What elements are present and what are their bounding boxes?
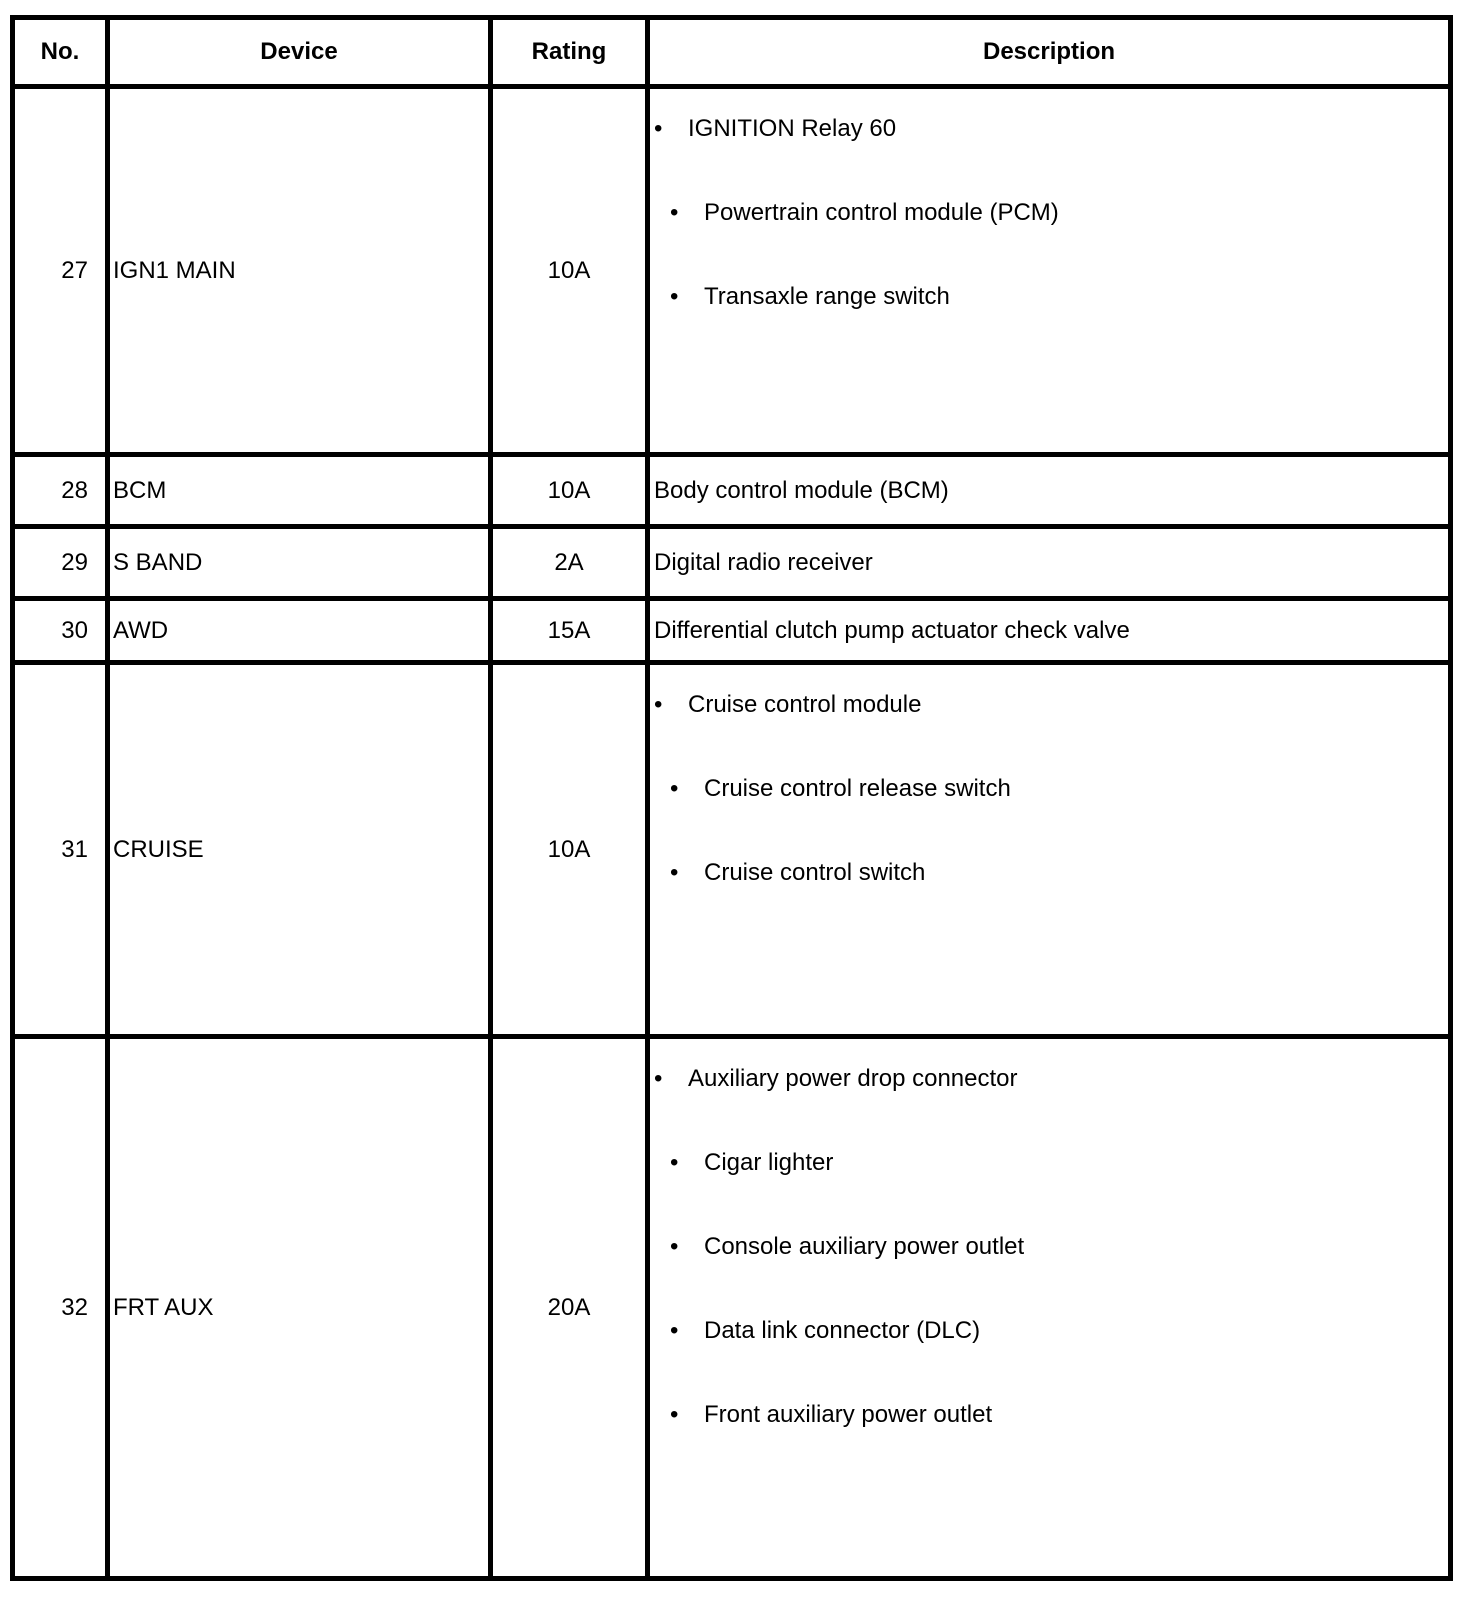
description-text: Data link connector (DLC) xyxy=(704,1317,981,1344)
description-text: Front auxiliary power outlet xyxy=(704,1401,993,1428)
description-bullet xyxy=(650,773,1448,857)
description-text: Cigar lighter xyxy=(704,1149,834,1176)
fuse-table xyxy=(10,15,1453,1581)
col-header-no: No. xyxy=(13,18,108,87)
fuse-device: CRUISE xyxy=(108,663,491,1037)
bullet-icon: • xyxy=(654,1065,663,1092)
table-row xyxy=(13,87,1451,455)
fuse-rating: 15A xyxy=(491,599,648,663)
fuse-description xyxy=(648,599,1451,663)
header-row xyxy=(13,18,1451,87)
bullet-icon: • xyxy=(670,283,679,310)
bullet-icon: • xyxy=(670,859,679,886)
bullet-icon: • xyxy=(670,199,679,226)
description-bullet xyxy=(650,113,1448,197)
bullet-icon: • xyxy=(670,775,679,802)
fuse-device: IGN1 MAIN xyxy=(108,87,491,455)
bullet-icon: • xyxy=(670,1317,679,1344)
bullet-icon: • xyxy=(654,115,663,142)
col-header-device: Device xyxy=(108,18,491,87)
fuse-rating: 20A xyxy=(491,1037,648,1579)
fuse-number: 30 xyxy=(13,599,108,663)
table-row xyxy=(13,599,1451,663)
fuse-description xyxy=(648,663,1451,1037)
fuse-description xyxy=(648,455,1451,527)
fuse-rating: 10A xyxy=(491,455,648,527)
table-row xyxy=(13,527,1451,599)
fuse-description xyxy=(648,527,1451,599)
description-text: Cruise control module xyxy=(688,691,922,718)
fuse-rating: 10A xyxy=(491,663,648,1037)
fuse-number: 32 xyxy=(13,1037,108,1579)
description-text: Body control module (BCM) xyxy=(654,476,949,504)
description-bullet xyxy=(650,1315,1448,1399)
description-text: Transaxle range switch xyxy=(704,283,950,310)
fuse-number: 29 xyxy=(13,527,108,599)
description-text: Console auxiliary power outlet xyxy=(704,1233,1025,1260)
table-row xyxy=(13,1037,1451,1579)
table-row xyxy=(13,455,1451,527)
description-bullet xyxy=(650,1231,1448,1315)
fuse-device: FRT AUX xyxy=(108,1037,491,1579)
fuse-device: AWD xyxy=(108,599,491,663)
table-row xyxy=(13,663,1451,1037)
description-bullet xyxy=(650,1147,1448,1231)
description-bullet xyxy=(650,857,1448,941)
fuse-rating: 2A xyxy=(491,527,648,599)
fuse-description xyxy=(648,87,1451,455)
description-bullet xyxy=(650,281,1448,365)
bullet-icon: • xyxy=(670,1149,679,1176)
fuse-device: BCM xyxy=(108,455,491,527)
description-text: Differential clutch pump actuator check valve xyxy=(654,616,1130,644)
description-text: Powertrain control module (PCM) xyxy=(704,199,1059,226)
fuse-number: 27 xyxy=(13,87,108,455)
description-text: IGNITION Relay 60 xyxy=(688,115,897,142)
fuse-number: 28 xyxy=(13,455,108,527)
fuse-number: 31 xyxy=(13,663,108,1037)
col-header-description: Description xyxy=(648,18,1451,87)
description-text: Digital radio receiver xyxy=(654,548,873,576)
fuse-device: S BAND xyxy=(108,527,491,599)
description-bullet xyxy=(650,197,1448,281)
col-header-rating: Rating xyxy=(491,18,648,87)
description-text: Cruise control release switch xyxy=(704,775,1011,802)
description-bullet xyxy=(650,689,1448,773)
fuse-description xyxy=(648,1037,1451,1579)
description-bullet xyxy=(650,1399,1448,1483)
bullet-icon: • xyxy=(670,1233,679,1260)
description-text: Auxiliary power drop connector xyxy=(688,1065,1018,1092)
description-bullet xyxy=(650,1063,1448,1147)
fuse-rating: 10A xyxy=(491,87,648,455)
description-text: Cruise control switch xyxy=(704,859,926,886)
bullet-icon: • xyxy=(670,1401,679,1428)
bullet-icon: • xyxy=(654,691,663,718)
